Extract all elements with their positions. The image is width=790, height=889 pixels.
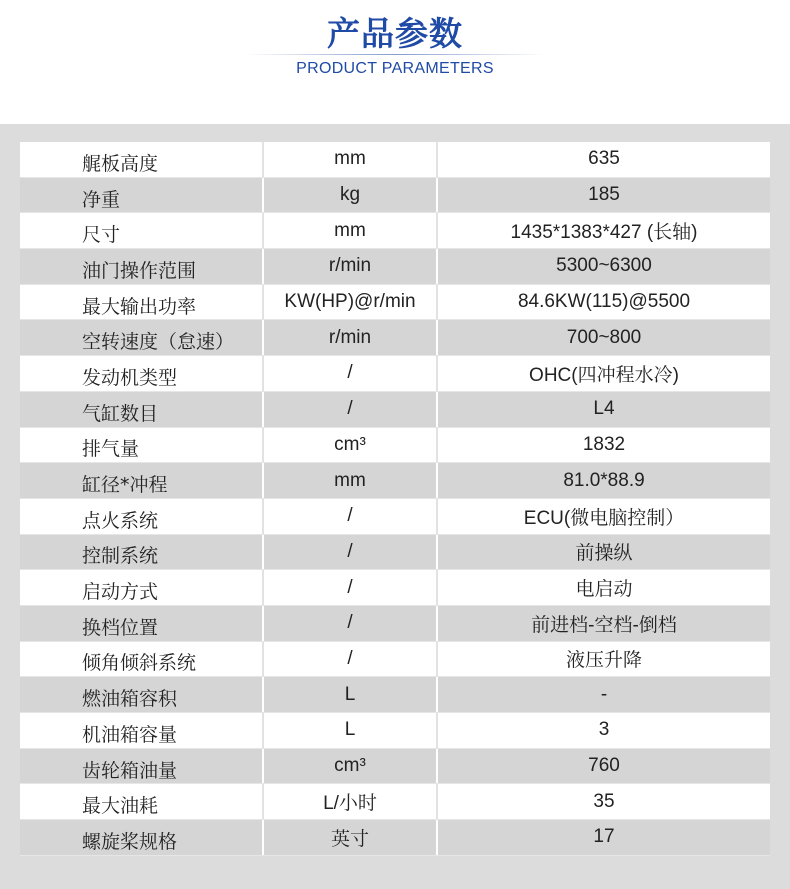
header bbox=[0, 0, 790, 124]
param-name-cell: 燃油箱容积 bbox=[20, 677, 264, 712]
param-unit-cell: cm³ bbox=[264, 428, 438, 463]
param-name-cell: 倾角倾斜系统 bbox=[20, 642, 264, 677]
param-name-cell: 启动方式 bbox=[20, 570, 264, 605]
param-unit-cell: / bbox=[264, 606, 438, 641]
param-name-cell: 缸径*冲程 bbox=[20, 463, 264, 498]
table-row bbox=[20, 463, 770, 499]
table-row bbox=[20, 642, 770, 678]
param-value-cell: OHC(四冲程水冷) bbox=[529, 364, 679, 386]
param-value-cell: 1435*1383*427 (长轴) bbox=[510, 222, 698, 244]
param-unit-cell: / bbox=[264, 642, 438, 677]
table-row bbox=[20, 285, 770, 321]
param-name-cell: 净重 bbox=[20, 178, 264, 213]
table-row bbox=[20, 535, 770, 571]
param-unit-cell: kg bbox=[264, 178, 438, 213]
table-row bbox=[20, 784, 770, 820]
param-value-cell: 前操纵 bbox=[575, 543, 633, 565]
parameters-table bbox=[20, 142, 770, 856]
table-row bbox=[20, 213, 770, 249]
param-value-cell: - bbox=[600, 683, 608, 705]
param-name-cell: 机油箱容量 bbox=[20, 713, 264, 748]
param-unit-cell: L bbox=[264, 677, 438, 712]
param-value-cell: 17 bbox=[593, 826, 615, 848]
param-value-cell: ECU(微电脑控制） bbox=[523, 507, 685, 529]
param-value-cell: 84.6KW(115)@5500 bbox=[517, 291, 691, 313]
param-value-cell: 1832 bbox=[582, 433, 626, 455]
param-name-cell: 齿轮箱油量 bbox=[20, 749, 264, 784]
param-unit-cell: / bbox=[264, 392, 438, 427]
table-row bbox=[20, 677, 770, 713]
param-name-cell: 尺寸 bbox=[20, 213, 264, 248]
param-name-cell: 最大输出功率 bbox=[20, 285, 264, 320]
param-value-cell: 35 bbox=[593, 790, 615, 812]
param-name-cell: 艉板高度 bbox=[20, 142, 264, 177]
param-unit-cell: cm³ bbox=[264, 749, 438, 784]
param-unit-cell: mm bbox=[264, 463, 438, 498]
table-row bbox=[20, 499, 770, 535]
param-value-cell: L4 bbox=[593, 398, 615, 420]
param-value-cell: 电启动 bbox=[575, 579, 633, 601]
table-row bbox=[20, 749, 770, 785]
param-unit-cell: r/min bbox=[264, 320, 438, 355]
param-unit-cell: / bbox=[264, 499, 438, 534]
param-name-cell: 油门操作范围 bbox=[20, 249, 264, 284]
param-value-cell: 635 bbox=[588, 148, 620, 170]
table-row bbox=[20, 249, 770, 285]
param-unit-cell: / bbox=[264, 570, 438, 605]
param-value-cell: 760 bbox=[588, 755, 620, 777]
param-value-cell: 185 bbox=[588, 184, 620, 206]
param-name-cell: 螺旋桨规格 bbox=[20, 820, 264, 855]
param-name-cell: 排气量 bbox=[20, 428, 264, 463]
param-name-cell: 控制系统 bbox=[20, 535, 264, 570]
param-unit-cell: r/min bbox=[264, 249, 438, 284]
param-name-cell: 最大油耗 bbox=[20, 784, 264, 819]
param-name-cell: 点火系统 bbox=[20, 499, 264, 534]
param-name-cell: 空转速度（怠速） bbox=[20, 320, 264, 355]
table-row bbox=[20, 178, 770, 214]
table-row bbox=[20, 606, 770, 642]
table-row bbox=[20, 713, 770, 749]
table-row bbox=[20, 570, 770, 606]
table-row bbox=[20, 428, 770, 464]
table-row bbox=[20, 820, 770, 856]
title-divider bbox=[245, 54, 545, 55]
table-row bbox=[20, 142, 770, 178]
param-unit-cell: mm bbox=[264, 213, 438, 248]
param-unit-cell: 英寸 bbox=[264, 820, 438, 855]
table-row bbox=[20, 320, 770, 356]
param-unit-cell: mm bbox=[264, 142, 438, 177]
param-value-cell: 3 bbox=[598, 719, 610, 741]
page-subtitle: PRODUCT PARAMETERS bbox=[296, 60, 494, 77]
table-row bbox=[20, 356, 770, 392]
param-value-cell: 液压升降 bbox=[565, 650, 642, 672]
param-value-cell: 5300~6300 bbox=[556, 255, 652, 277]
param-value-cell: 81.0*88.9 bbox=[563, 469, 645, 491]
param-name-cell: 发动机类型 bbox=[20, 356, 264, 391]
page-title: 产品参数 bbox=[327, 14, 463, 53]
param-unit-cell: / bbox=[264, 535, 438, 570]
param-unit-cell: L/小时 bbox=[264, 784, 438, 819]
param-name-cell: 换档位置 bbox=[20, 606, 264, 641]
param-value-cell: 700~800 bbox=[566, 326, 642, 348]
parameters-panel bbox=[0, 124, 790, 889]
param-unit-cell: / bbox=[264, 356, 438, 391]
param-name-cell: 气缸数目 bbox=[20, 392, 264, 427]
param-unit-cell: KW(HP)@r/min bbox=[264, 285, 438, 320]
param-unit-cell: L bbox=[264, 713, 438, 748]
table-row bbox=[20, 392, 770, 428]
param-value-cell: 前进档-空档-倒档 bbox=[531, 614, 677, 636]
